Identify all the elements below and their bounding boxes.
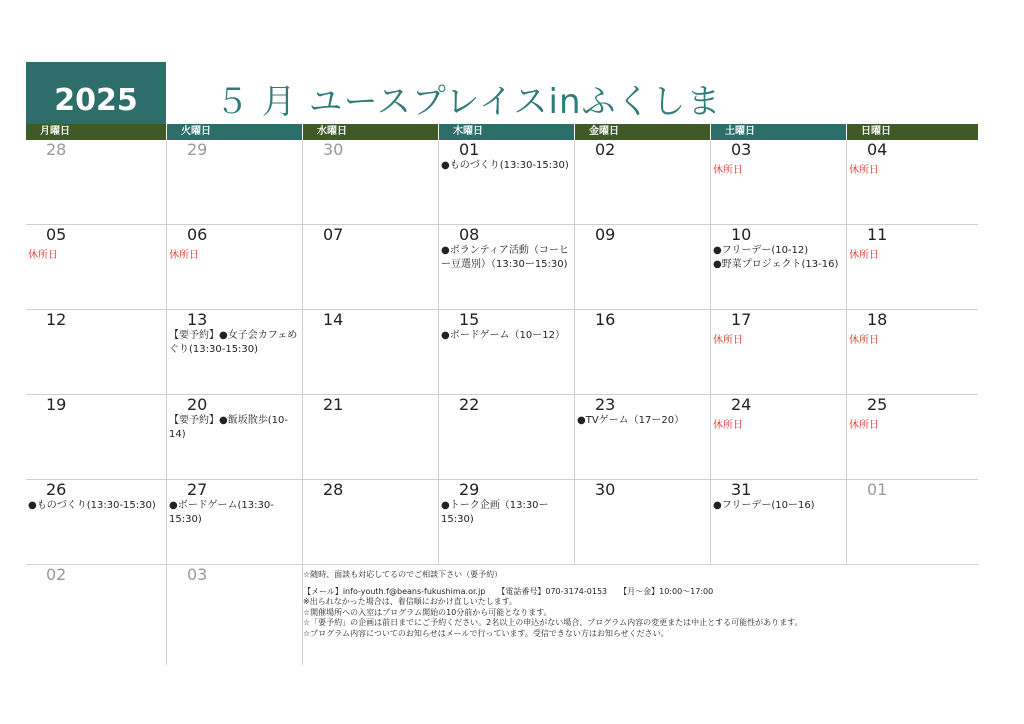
day-number: 20 [187,395,208,414]
day-number: 06 [187,225,208,244]
day-cell [26,565,166,665]
day-number: 25 [867,395,888,414]
day-cell [166,140,302,225]
day-cell [438,310,574,395]
day-number: 15 [459,310,480,329]
holiday-label: 休所日 [713,420,743,431]
day-number: 13 [187,310,208,329]
event-item: ●ものづくり(13:30-15:30) [441,160,569,171]
event-item: ●ボードゲーム(13:30-15:30) [169,500,274,525]
event-list [169,414,298,442]
day-cell [166,565,302,665]
note-line-callback: ※出られなかった場合は、着信順におかけ直しいたします。 [303,597,518,606]
day-number: 29 [459,480,480,499]
day-number: 14 [323,310,344,329]
event-list [169,329,298,357]
day-number: 17 [731,310,752,329]
holiday-label: 休所日 [849,420,879,431]
day-number: 26 [46,480,67,499]
day-cell [26,140,166,225]
day-number: 28 [46,140,67,159]
day-number: 21 [323,395,344,414]
day-cell [438,480,574,565]
day-number: 30 [595,480,616,499]
day-cell [846,395,978,480]
day-number: 03 [187,565,208,584]
day-number: 31 [731,480,752,499]
day-number: 01 [459,140,480,159]
day-cell [846,140,978,225]
day-number: 08 [459,225,480,244]
day-cell [846,480,978,565]
event-list [28,499,162,513]
day-number: 12 [46,310,67,329]
event-item: 【要予約】●女子会カフェめぐり(13:30-15:30) [169,330,298,355]
note-line-reservation: ☆「要予約」の企画は前日までにご予約ください。2名以上の申込がない場合、プログラム内容の変更または中止とする可能性があります。 [303,618,803,627]
day-cell [166,225,302,310]
day-cell [302,480,438,565]
day-cell [438,395,574,480]
event-item: ●フリーデー(10ー16) [713,500,815,511]
day-number: 04 [867,140,888,159]
day-cell [574,395,710,480]
day-cell [710,395,846,480]
day-cell [26,310,166,395]
day-number: 19 [46,395,67,414]
event-item: ●フリーデー(10-12) [713,245,809,256]
holiday-label: 休所日 [28,250,58,261]
day-number: 28 [323,480,344,499]
day-number: 23 [595,395,616,414]
day-cell [710,480,846,565]
weekday-label: 火曜日 [167,124,302,140]
holiday-label: 休所日 [713,165,743,176]
day-cell [846,310,978,395]
day-number: 29 [187,140,208,159]
day-cell [574,140,710,225]
calendar-title: ５ 月 ユースプレイスinふくしま [215,82,722,122]
weekday-label: 金曜日 [575,124,710,140]
event-list [441,244,570,272]
day-number: 02 [595,140,616,159]
weekday-label: 日曜日 [847,124,978,140]
day-number: 01 [867,480,888,499]
day-cell [26,395,166,480]
day-cell [710,140,846,225]
holiday-label: 休所日 [169,250,199,261]
event-item: ●TVゲーム（17ー20） [577,415,685,426]
weekday-label: 水曜日 [303,124,438,140]
note-line-consultation: ☆随時、面談も対応してるのでご相談下さい（要予約） [303,570,503,579]
day-number: 18 [867,310,888,329]
day-cell [438,140,574,225]
event-list [577,414,706,428]
event-list [441,329,570,343]
note-line-email-info: ☆プログラム内容についてのお知らせはメールで行っています。受信できない方はお知らせください。 [303,628,669,638]
weekday-label: 木曜日 [439,124,574,140]
day-cell [574,310,710,395]
notes-section [303,570,973,639]
event-item: 【要予約】●飯坂散歩(10-14) [169,415,288,440]
event-list [441,159,570,173]
day-number: 09 [595,225,616,244]
event-item: ●野菜プロジェクト(13-16) [713,259,839,270]
day-cell [846,225,978,310]
day-number: 03 [731,140,752,159]
day-cell [166,480,302,565]
day-number: 24 [731,395,752,414]
note-line-entry: ☆開催場所への入室はプログラム開始の10分前から可能となります。 [303,607,552,617]
day-cell [302,395,438,480]
event-list [169,499,298,527]
holiday-label: 休所日 [849,335,879,346]
holiday-label: 休所日 [713,335,743,346]
day-cell [710,310,846,395]
event-list [713,244,842,272]
holiday-label: 休所日 [849,165,879,176]
event-item: ●ボランティア活動（コーヒー豆選別）（13:30ー15:30) [441,245,569,270]
note-line-contact: 【メール】info-youth.f@beans-fukushima.or.jp 【電話番号】070-3174-0153 【月～金】10:00～17:00 [303,586,714,596]
day-cell [574,225,710,310]
day-cell [302,225,438,310]
day-number: 16 [595,310,616,329]
day-number: 10 [731,225,752,244]
day-number: 07 [323,225,344,244]
day-cell [302,310,438,395]
holiday-label: 休所日 [849,250,879,261]
event-item: ●ボードゲーム（10ー12） [441,330,565,341]
event-list [713,499,842,513]
day-number: 02 [46,565,67,584]
event-item: ●トーク企画（13:30ー15:30) [441,500,549,525]
day-number: 30 [323,140,344,159]
day-number: 05 [46,225,67,244]
weekday-label: 月曜日 [26,124,166,140]
day-number: 11 [867,225,888,244]
year-label: 2025 [26,62,166,124]
weekday-header-row [26,124,978,140]
day-cell [26,225,166,310]
day-cell [166,310,302,395]
day-cell [302,140,438,225]
day-cell [26,480,166,565]
day-number: 22 [459,395,480,414]
day-cell [438,225,574,310]
event-list [441,499,570,527]
day-cell [574,480,710,565]
day-cell [166,395,302,480]
weekday-label: 土曜日 [711,124,846,140]
day-cell [710,225,846,310]
event-item: ●ものづくり(13:30-15:30) [28,500,156,511]
day-number: 27 [187,480,208,499]
